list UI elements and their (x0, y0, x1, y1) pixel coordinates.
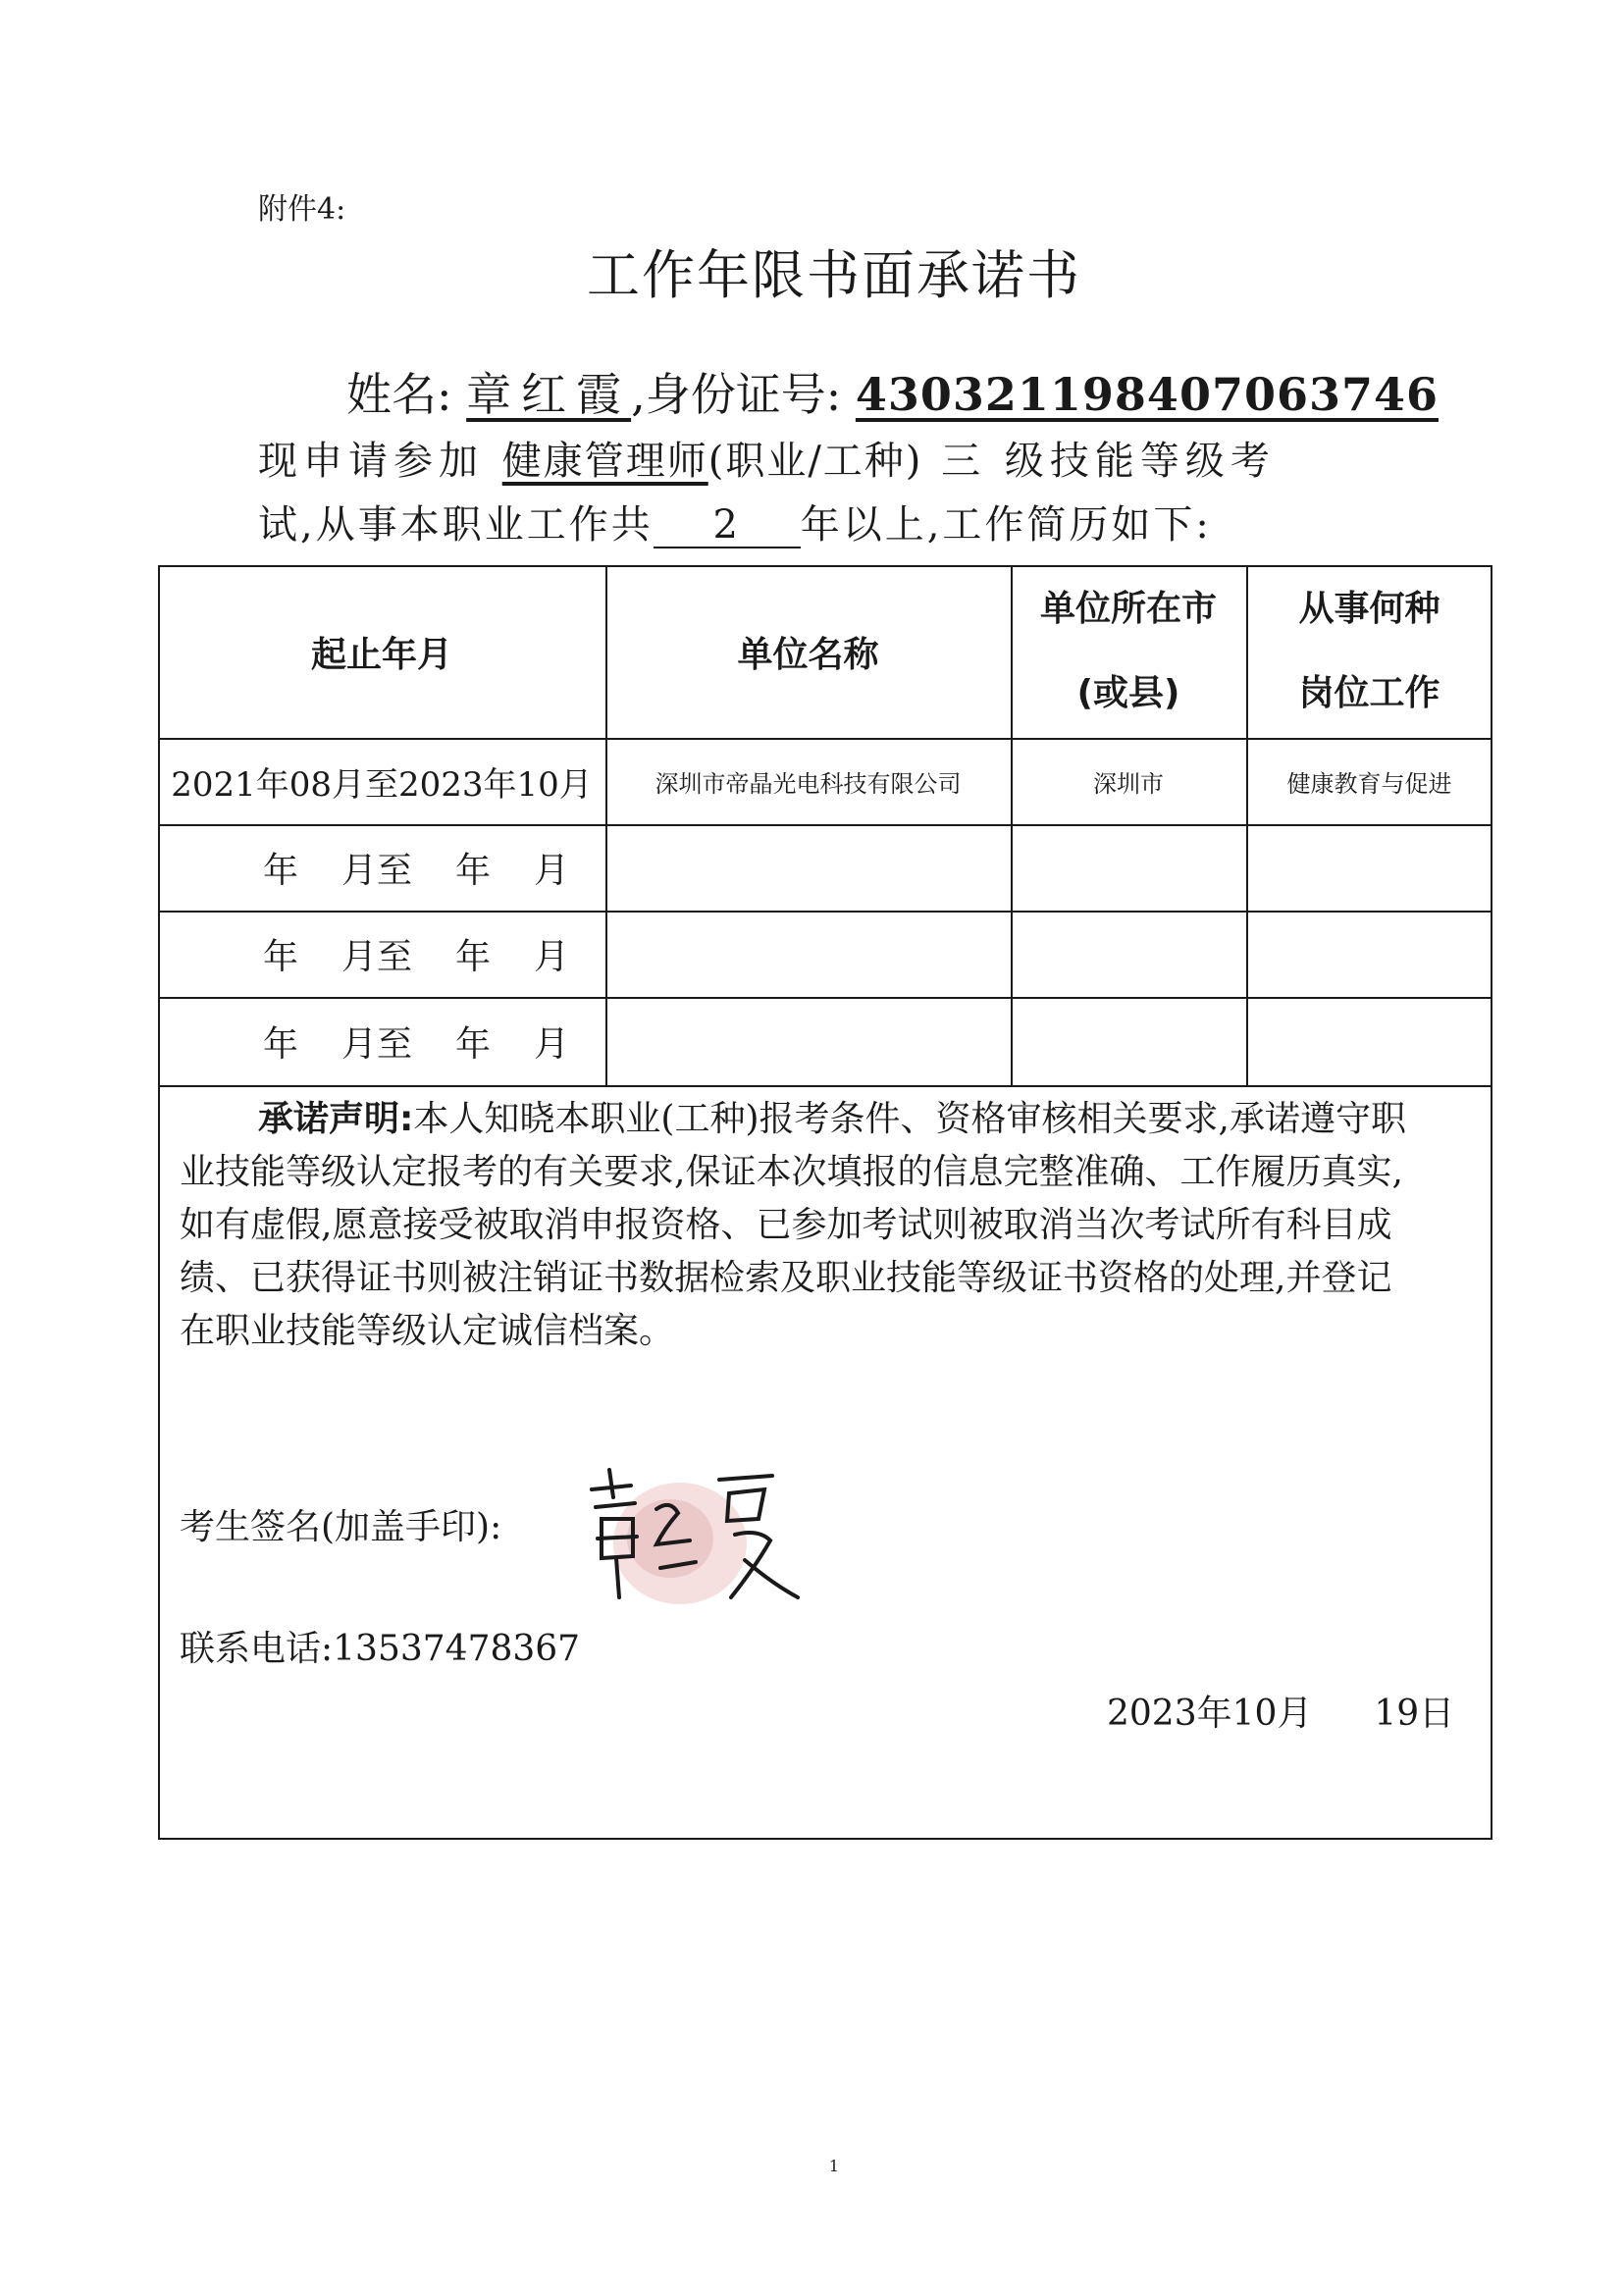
year-placeholder: 年 (262, 1023, 298, 1065)
phone-label: 联系电话: (180, 1629, 334, 1669)
row-company: 深圳市帝晶光电科技有限公司 (654, 769, 962, 798)
sign-date (1107, 1686, 1454, 1736)
statement-label: 承诺声明: (258, 1099, 414, 1139)
empty-row-period (158, 911, 605, 997)
years-suffix: 年以上,工作简历如下: (800, 502, 1212, 548)
application-line-2 (258, 494, 1212, 549)
empty-row-period (158, 824, 605, 911)
header-period: 起止年月 (310, 634, 452, 675)
month-placeholder: 月 (534, 1023, 570, 1065)
id-label: ,身份证号: (631, 368, 842, 421)
application-line-1 (258, 430, 1276, 486)
month-to-placeholder: 月至 (340, 1023, 412, 1065)
attachment-label: 附件4: (258, 192, 346, 227)
year-placeholder: 年 (455, 936, 492, 977)
month-placeholder: 月 (534, 850, 570, 891)
occupation-type-label: (职业/工种) (707, 439, 923, 484)
row-city: 深圳市 (1093, 769, 1164, 798)
header-company: 单位名称 (737, 634, 879, 675)
level-suffix: 级技能等级考 (1004, 439, 1276, 484)
month-to-placeholder: 月至 (340, 936, 412, 977)
header-city-line2: (或县) (1076, 673, 1180, 713)
contact-line (180, 1621, 580, 1671)
date-day: 19日 (1374, 1694, 1455, 1734)
apply-prefix: 现申请参加 (258, 439, 484, 484)
signature-label: 考生签名(加盖手印): (180, 1507, 502, 1547)
handwritten-signature (562, 1450, 817, 1627)
empty-row-period (158, 997, 605, 1085)
statement-text: 本人知晓本职业(工种)报考条件、资格审核相关要求,承诺遵守职业技能等级认定报考的有关要求,保证本次填报的信息完整准确、工作履历真实,如有虚假,愿意接受被取消申报资格、已参加考试则被取消当次考试所有科目成绩、已获得证书则被注销证书数据检索及职业技能等级证书资格的处理,并登记在职业技能等级认定诚信档案。 (180, 1099, 1406, 1351)
row-period: 2021年08月至2023年10月 (171, 764, 593, 805)
header-post-line1: 从事何种 (1298, 589, 1440, 629)
year-placeholder: 年 (455, 850, 492, 891)
phone-number: 13537478367 (333, 1629, 581, 1669)
year-placeholder: 年 (262, 936, 298, 977)
level-value: 三 (941, 439, 987, 484)
applicant-name: 章红霞 (466, 368, 632, 421)
header-city-line1: 单位所在市 (1039, 589, 1217, 629)
month-to-placeholder: 月至 (340, 850, 412, 891)
year-placeholder: 年 (262, 850, 298, 891)
date-year-month: 2023年10月 (1107, 1694, 1313, 1734)
page-number: 1 (828, 2157, 840, 2175)
name-label: 姓名: (346, 368, 452, 421)
page-title: 工作年限书面承诺书 (587, 244, 1081, 306)
month-placeholder: 月 (534, 936, 570, 977)
occupation-value: 健康管理师 (501, 439, 708, 484)
header-city (1011, 565, 1246, 738)
year-placeholder: 年 (455, 1023, 492, 1065)
row-post: 健康教育与促进 (1286, 769, 1452, 798)
applicant-line (346, 359, 1439, 424)
years-value: 2 (654, 503, 801, 548)
years-prefix: 试,从事本职业工作共 (258, 502, 654, 548)
divider (158, 1085, 1492, 1087)
id-number: 430321198407063746 (855, 368, 1439, 421)
header-post-line2: 岗位工作 (1298, 673, 1440, 713)
commitment-statement (180, 1093, 1416, 1358)
header-post (1246, 565, 1492, 738)
